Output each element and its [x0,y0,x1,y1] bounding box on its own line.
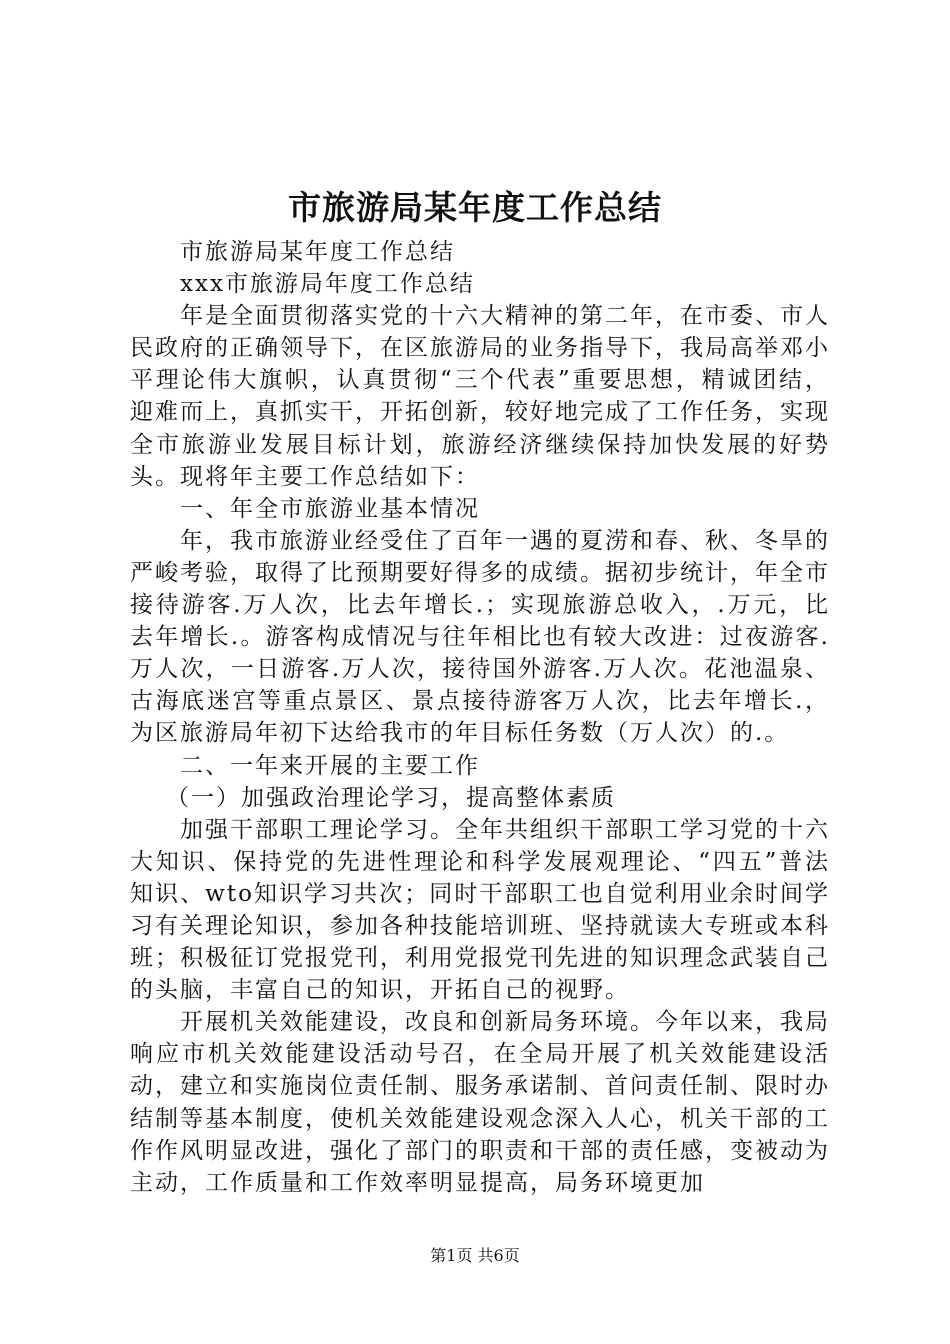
section-heading: 一、年全市旅游业基本情况 [180,495,480,522]
paragraph: 开展机关效能建设，改良和创新局务环境。今年以来，我局响应市机关效能建设活动号召，在全局开展了机关效能建设活动，建立和实施岗位责任制、服务承诺制、首问责任制、限时办结制等基本制度，使机关效能建设观念深入人心，机关干部的工作作风明显改进，强化了部门的职责和干部的责任感，变被动为主动，工作质量和工作效率明显提高，局务环境更加 [130,1009,830,1196]
subsection-heading: （一）加强政治理论学习，提高整体素质 [166,784,616,811]
document-title: 市旅游局某年度工作总结 [288,188,662,227]
paragraph: 年，我市旅游业经受住了百年一遇的夏涝和春、秋、冬旱的严峻考验，取得了比预期要好得多的成绩。据初步统计，年全市接待游客.万人次，比去年增长.；实现旅游总收入，.万元，比去年增长.。游客构成情况与往年相比也有较大改进：过夜游客.万人次，一日游客.万人次，接待国外游客.万人次。花池温泉、古海底迷宫等重点景区、景点接待游客万人次，比去年增长.，为区旅游局年初下达给我市的年目标任务数（万人次）的.。 [130,527,830,747]
paragraph: 市旅游局某年度工作总结 [180,239,455,265]
section-heading: 二、一年来开展的主要工作 [180,752,480,779]
page-indicator: 第1页 共6页 [430,1246,520,1265]
paragraph: 加强干部职工理论学习。全年共组织干部职工学习党的十六大知识、保持党的先进性理论和科学发展观理论、“四五”普法知识、wto知识学习共次；同时干部职工也自觉利用业余时间学习有关理论知识，参加各种技能培训班、坚持就读大专班或本科班；积极征订党报党刊，利用党报党刊先进的知识理念武装自己的头脑，丰富自己的知识，开拓自己的视野。 [130,816,830,1004]
paragraph: xxx市旅游局年度工作总结 [180,271,475,298]
document-body [130,236,830,1199]
paragraph: 年是全面贯彻落实党的十六大精神的第二年，在市委、市人民政府的正确领导下，在区旅游局的业务指导下，我局高举邓小平理论伟大旗帜，认真贯彻“三个代表”重要思想，精诚团结，迎难而上，真抓实干，开拓创新，较好地完成了工作任务，实现全市旅游业发展目标计划，旅游经济继续保持加快发展的好势头。现将年主要工作总结如下： [130,303,830,490]
